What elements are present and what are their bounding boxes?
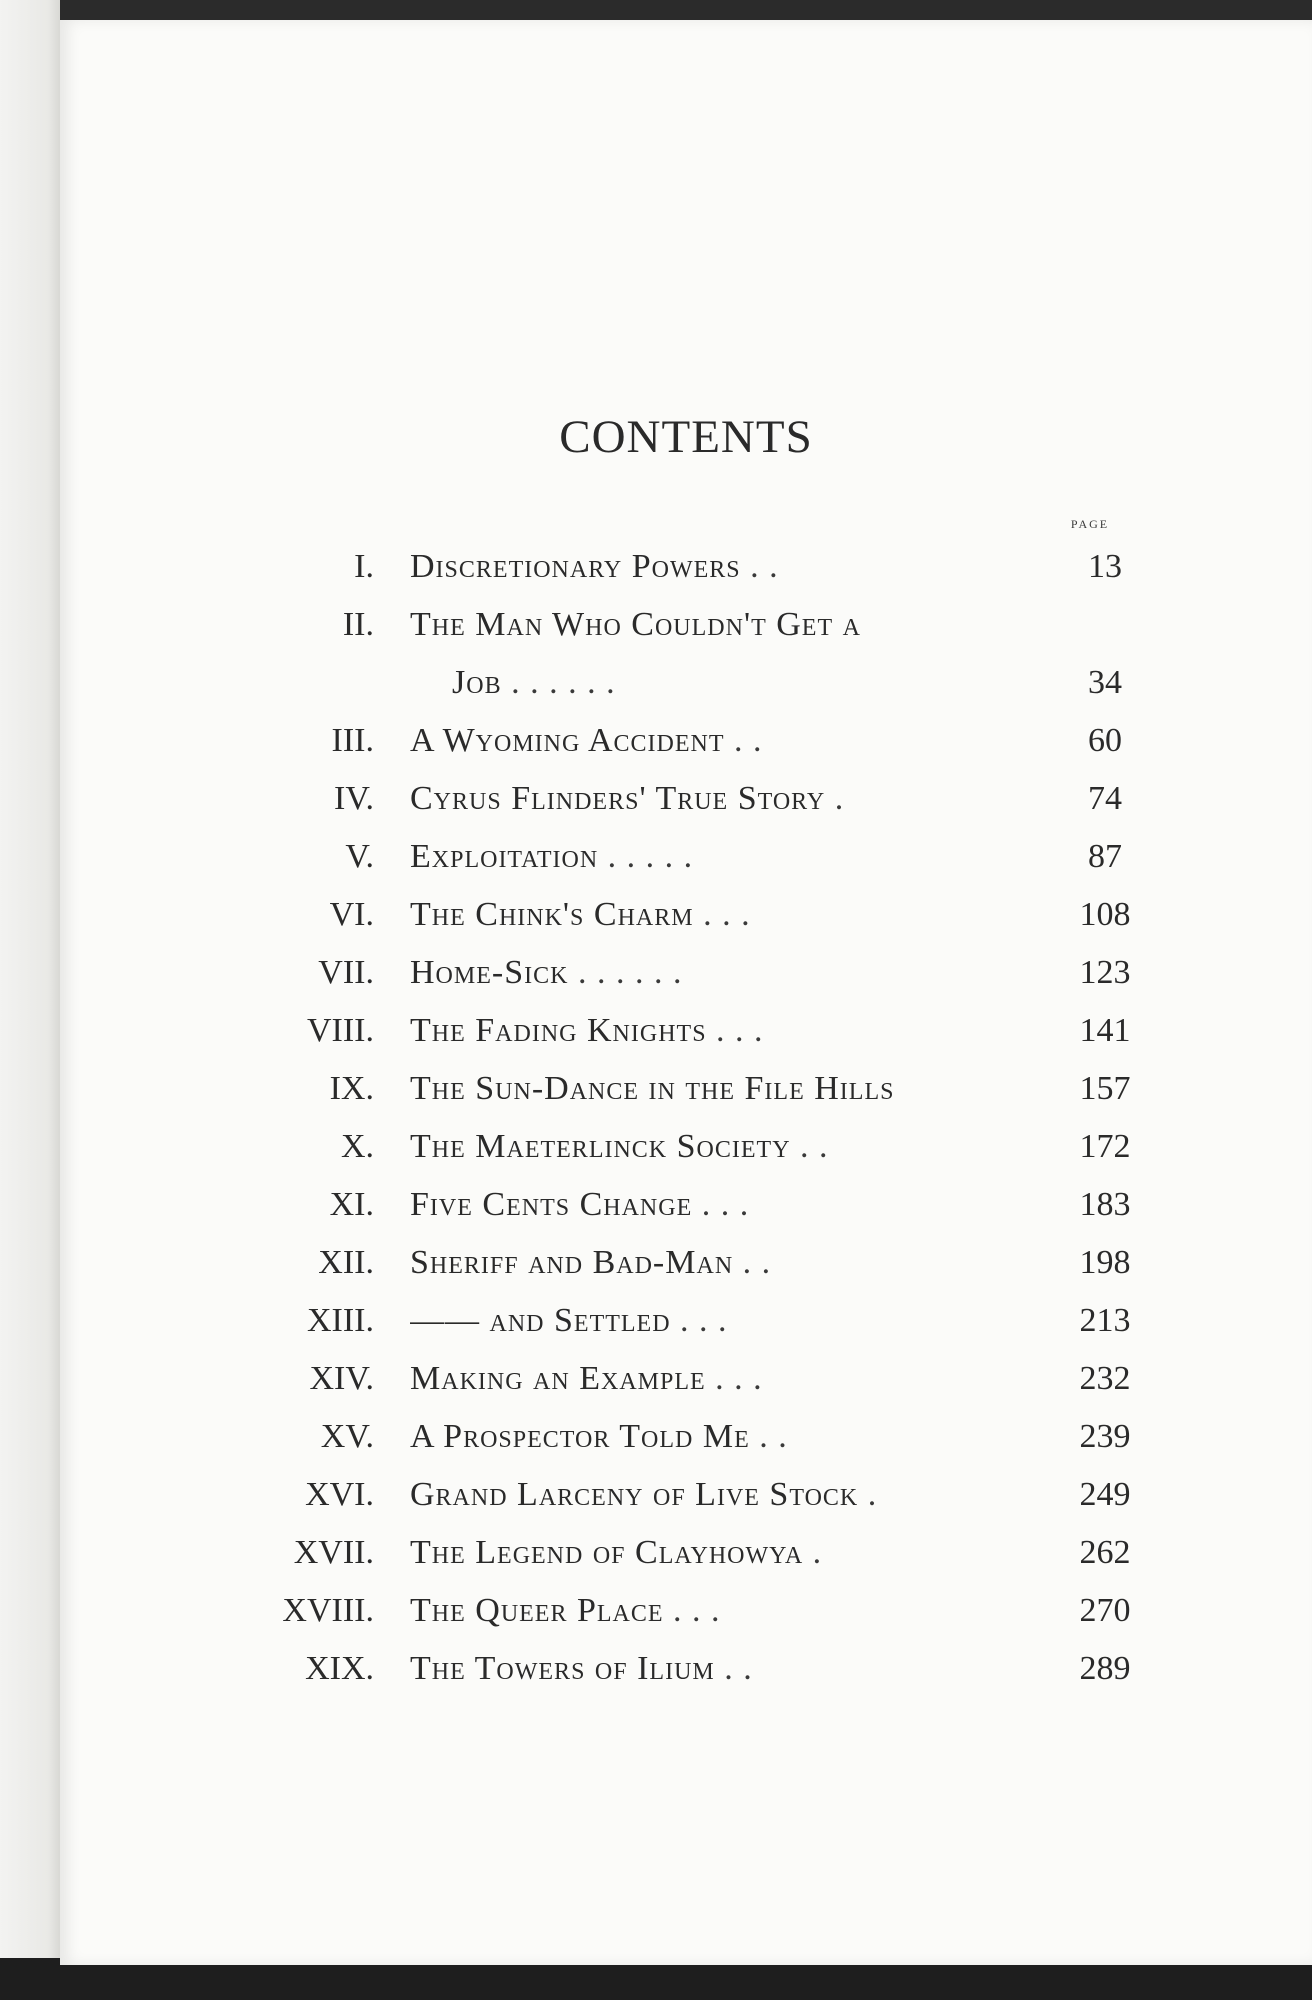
leader-dots: . xyxy=(858,1476,878,1513)
toc-entry xyxy=(60,1352,1312,1410)
toc-entry xyxy=(60,1642,1312,1700)
chapter-title-line xyxy=(410,606,1070,644)
chapter-title: The Towers of Ilium xyxy=(410,1650,715,1687)
toc-entry xyxy=(60,714,1312,772)
leader-dots: . . . xyxy=(670,1302,728,1339)
chapter-page: 249 xyxy=(1079,1476,1131,1513)
chapter-title-line xyxy=(410,896,1070,934)
chapter-page: 157 xyxy=(1079,1070,1131,1107)
chapter-number: IV. xyxy=(334,780,374,817)
chapter-title-line xyxy=(410,1418,1070,1456)
chapter-page: 74 xyxy=(1088,780,1122,817)
chapter-title: Home-Sick xyxy=(410,954,569,991)
chapter-title-line xyxy=(410,1070,1070,1108)
toc-entry xyxy=(60,656,1312,714)
chapter-page: 213 xyxy=(1079,1302,1131,1339)
chapter-number: I. xyxy=(354,548,374,585)
leader-dots: . . xyxy=(714,1650,753,1687)
chapter-title-line xyxy=(410,1128,1070,1166)
leader-dots: . . . xyxy=(663,1592,721,1629)
leader-dots: . . xyxy=(733,1244,772,1281)
chapter-title-line xyxy=(410,722,1070,760)
chapter-title: Making an Example xyxy=(410,1360,706,1397)
chapter-number: II. xyxy=(342,606,374,643)
chapter-page: 239 xyxy=(1079,1418,1131,1455)
chapter-number: XI. xyxy=(329,1186,374,1223)
chapter-title: The Fading Knights xyxy=(410,1012,707,1049)
chapter-title: The Maeterlinck Society xyxy=(410,1128,791,1165)
chapter-title: The Queer Place xyxy=(410,1592,664,1629)
chapter-page: 232 xyxy=(1079,1360,1131,1397)
page-title: CONTENTS xyxy=(559,411,813,463)
toc-entry xyxy=(60,1468,1312,1526)
chapter-page: 183 xyxy=(1079,1186,1131,1223)
chapter-title-line xyxy=(410,1360,1070,1398)
chapter-title: The Man Who Couldn't Get a xyxy=(410,606,861,643)
chapter-page: 60 xyxy=(1088,722,1122,759)
chapter-page: 172 xyxy=(1079,1128,1131,1165)
chapter-number: XIV. xyxy=(309,1360,374,1397)
chapter-page: 270 xyxy=(1079,1592,1131,1629)
chapter-page: 198 xyxy=(1079,1244,1131,1281)
chapter-page: 289 xyxy=(1079,1650,1131,1687)
chapter-page: 141 xyxy=(1079,1012,1131,1049)
leader-dots: . . xyxy=(740,548,779,585)
chapter-title: A Wyoming Accident xyxy=(410,722,725,759)
toc-entry xyxy=(60,1526,1312,1584)
chapter-title: The Chink's Charm xyxy=(410,896,694,933)
leader-dots: . xyxy=(825,780,845,817)
chapter-number: XVII. xyxy=(293,1534,374,1571)
chapter-page: 262 xyxy=(1079,1534,1131,1571)
toc-entry xyxy=(60,830,1312,888)
chapter-number: XVIII. xyxy=(282,1592,374,1629)
leader-dots: . . xyxy=(790,1128,829,1165)
chapter-title: Sheriff and Bad-Man xyxy=(410,1244,734,1281)
leader-dots: . . . xyxy=(706,1012,764,1049)
chapter-page: 13 xyxy=(1088,548,1122,585)
toc-entry xyxy=(60,598,1312,656)
toc-entry xyxy=(60,1236,1312,1294)
chapter-number: XII. xyxy=(318,1244,374,1281)
chapter-title-line xyxy=(410,1650,1070,1688)
chapter-number: VI. xyxy=(329,896,374,933)
toc-entry xyxy=(60,772,1312,830)
chapter-title: Exploitation xyxy=(410,838,599,875)
chapter-title-line xyxy=(410,548,1070,586)
book-spine-edge xyxy=(0,0,60,2000)
chapter-title-line xyxy=(410,1592,1070,1630)
leader-dots: . xyxy=(803,1534,823,1571)
chapter-number: VIII. xyxy=(306,1012,374,1049)
leader-dots: . . xyxy=(724,722,763,759)
page-column-header: PAGE xyxy=(1070,517,1110,531)
leader-dots: . . . . . . xyxy=(568,954,683,991)
toc-entry xyxy=(60,1062,1312,1120)
toc-entry xyxy=(60,1120,1312,1178)
chapter-page: 87 xyxy=(1088,838,1122,875)
toc-entry xyxy=(60,946,1312,1004)
toc-entry xyxy=(60,1584,1312,1642)
chapter-number: XVI. xyxy=(305,1476,374,1513)
chapter-title: The Sun-Dance in the File Hills xyxy=(410,1070,895,1107)
leader-dots: . . . xyxy=(705,1360,763,1397)
toc-entry xyxy=(60,1004,1312,1062)
leader-dots: . . . xyxy=(693,896,751,933)
chapter-title-line xyxy=(410,954,1070,992)
chapter-title: A Prospector Told Me xyxy=(410,1418,750,1455)
chapter-title-line xyxy=(452,664,1070,702)
chapter-number: XV. xyxy=(320,1418,374,1455)
chapter-title-line xyxy=(410,1186,1070,1224)
chapter-number: IX. xyxy=(329,1070,374,1107)
chapter-page: 34 xyxy=(1088,664,1122,701)
toc-entry xyxy=(60,1410,1312,1468)
chapter-title-line xyxy=(410,838,1070,876)
chapter-title-line xyxy=(410,1012,1070,1050)
chapter-title: Five Cents Change xyxy=(410,1186,693,1223)
leader-dots: . . . xyxy=(692,1186,750,1223)
leader-dots: . . . . . . xyxy=(501,664,616,701)
chapter-number: V. xyxy=(345,838,374,875)
chapter-title-line xyxy=(410,780,1070,818)
chapter-number: VII. xyxy=(318,954,374,991)
chapter-title: Cyrus Flinders' True Story xyxy=(410,780,826,817)
chapter-page: 123 xyxy=(1079,954,1131,991)
chapter-number: XIII. xyxy=(306,1302,374,1339)
chapter-title-line xyxy=(410,1534,1070,1572)
chapter-title-line xyxy=(410,1476,1070,1514)
leader-dots: . . . . . xyxy=(598,838,694,875)
chapter-number: X. xyxy=(340,1128,374,1165)
contents-page xyxy=(60,20,1312,1965)
toc-entry xyxy=(60,888,1312,946)
chapter-page: 108 xyxy=(1079,896,1131,933)
toc-entry xyxy=(60,1294,1312,1352)
chapter-title: Grand Larceny of Live Stock xyxy=(410,1476,859,1513)
chapter-title: —— and Settled xyxy=(410,1302,671,1339)
toc-entry xyxy=(60,540,1312,598)
chapter-title: Job xyxy=(452,664,502,701)
toc-entry xyxy=(60,1178,1312,1236)
chapter-title: Discretionary Powers xyxy=(410,548,741,585)
chapter-number: XIX. xyxy=(305,1650,374,1687)
chapter-title-line xyxy=(410,1302,1070,1340)
leader-dots: . . xyxy=(749,1418,788,1455)
chapter-title-line xyxy=(410,1244,1070,1282)
chapter-title: The Legend of Clayhowya xyxy=(410,1534,804,1571)
chapter-number: III. xyxy=(331,722,374,759)
